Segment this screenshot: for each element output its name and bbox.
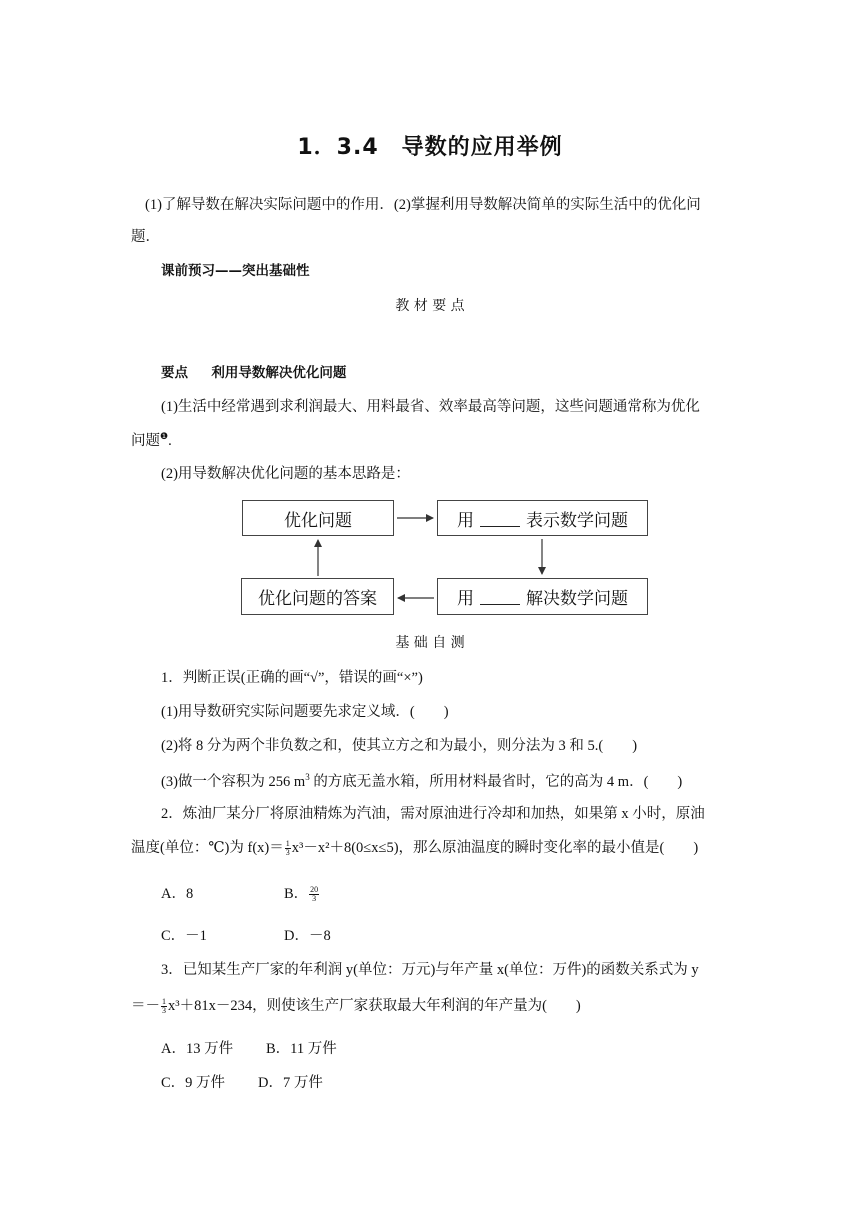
- fraction: $\frac{1}{3}$: [285, 839, 290, 858]
- flow-box-2-prefix: 用: [457, 510, 474, 531]
- question-1-3: [161, 772, 682, 791]
- superscript: 3: [305, 772, 310, 782]
- flow-box-optimization-problem: 优化问题: [242, 500, 394, 536]
- flow-box-answer: 优化问题的答案: [241, 578, 394, 615]
- fraction: $\frac{20}{3}$: [310, 885, 319, 904]
- key-point-label: 要点: [161, 365, 188, 381]
- point-1-line-1: (1)生活中经常遇到求利润最大、用料最省、效率最高等问题，这些问题通常称为优化: [161, 399, 700, 415]
- question-2-text-b: x³－x²＋8(0≤x≤5)，那么原油温度的瞬时变化率的最小值是( ): [291, 840, 699, 856]
- question-3-line-1: 3．已知某生产厂家的年利润 y(单位：万元)与年产量 x(单位：万件)的函数关系式为 y: [161, 962, 699, 978]
- section-preview-heading: 课前预习——突出基础性: [161, 263, 310, 279]
- footnote-marker: ❶: [160, 431, 169, 441]
- question-2-line-1: 2．炼油厂某分厂将原油精炼为汽油，需对原油进行冷却和加热，如果第 x 小时，原油: [161, 806, 705, 822]
- objective-line-2: 题．: [131, 229, 160, 245]
- question-1: 1．判断正误(正确的画“√”，错误的画“×”): [161, 670, 423, 686]
- option-2A: A．8: [161, 886, 194, 902]
- point-1-text: 问题: [131, 432, 160, 449]
- option-3A: A．13 万件: [161, 1041, 234, 1057]
- textbook-points-heading: 教 材 要 点: [395, 298, 465, 314]
- question-2-line-2: [131, 840, 698, 857]
- objective-line-1: (1)了解导数在解决实际问题中的作用．(2)掌握利用导数解决简单的实际生活中的优化问: [145, 197, 701, 213]
- option-2D: D．－8: [284, 928, 331, 944]
- flow-box-3-prefix: 用: [457, 589, 474, 609]
- question-1-3-text-b: 的方底无盖水箱，所用材料最省时，它的高为 4 m．( ): [309, 773, 683, 790]
- question-3-text-a: ＝－: [131, 998, 160, 1014]
- question-1-3-text-a: (3)做一个容积为 256 m: [161, 773, 306, 790]
- point-1-period: .: [168, 432, 172, 449]
- key-point-title: 利用导数解决优化问题: [211, 365, 347, 381]
- self-test-heading: 基 础 自 测: [395, 635, 465, 651]
- fraction: $\frac{1}{3}$: [162, 997, 166, 1016]
- question-1-2: (2)将 8 分为两个非负数之和，使其立方之和为最小，则分法为 3 和 5.( ): [161, 738, 638, 754]
- question-1-1: (1)用导数研究实际问题要先求定义域．( ): [161, 704, 449, 720]
- question-3-text-b: x³＋81x－234，则使该生产厂家获取最大年利润的年产量为( ): [168, 998, 581, 1014]
- question-3-line-2: [131, 998, 581, 1015]
- page-title: 1．3.4 导数的应用举例: [297, 135, 563, 160]
- option-3C: C．9 万件: [161, 1075, 226, 1091]
- flow-box-3-suffix: 解决数学问题: [526, 589, 628, 609]
- question-2-text-a: 温度(单位：℃)为 f(x)＝: [131, 840, 284, 856]
- option-3D: D．7 万件: [258, 1075, 323, 1091]
- option-2B: B． $\frac{20}{3}$: [284, 885, 319, 904]
- option-3B: B．11 万件: [266, 1041, 337, 1057]
- flow-box-2-suffix: 表示数学问题: [526, 510, 628, 531]
- option-2C: C．－1: [161, 928, 207, 944]
- point-2: (2)用导数解决优化问题的基本思路是：: [161, 466, 410, 482]
